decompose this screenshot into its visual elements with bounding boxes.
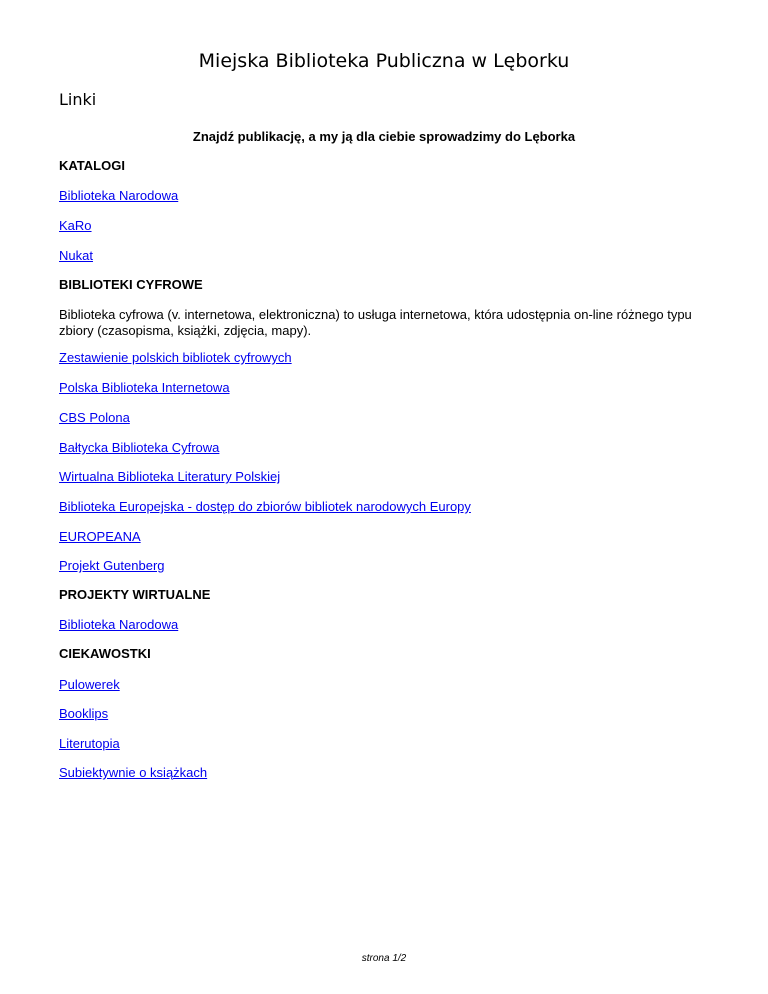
site-title: Miejska Biblioteka Publiczna w Lęborku [198,50,570,72]
link-nukat[interactable]: Nukat [59,248,93,263]
section-heading-projekty-wirtualne: PROJEKTY WIRTUALNE [59,587,211,602]
link-cbs-polona[interactable]: CBS Polona [59,410,130,425]
section-heading-ciekawostki: CIEKAWOSTKI [59,646,151,661]
link-baltycka-biblioteka-cyfrowa[interactable]: Bałtycka Biblioteka Cyfrowa [59,440,220,455]
link-biblioteka-narodowa-katalog[interactable]: Biblioteka Narodowa [59,188,179,203]
link-subiektywnie-o-ksiazkach[interactable]: Subiektywnie o książkach [59,765,208,780]
link-biblioteka-narodowa-projekty[interactable]: Biblioteka Narodowa [59,617,179,632]
link-zestawienie-bibliotek-cyfrowych[interactable]: Zestawienie polskich bibliotek cyfrowych [59,350,292,365]
link-wirtualna-biblioteka-literatury-polskiej[interactable]: Wirtualna Biblioteka Literatury Polskiej [59,469,281,484]
link-literutopia[interactable]: Literutopia [59,736,120,751]
link-biblioteka-europejska[interactable]: Biblioteka Europejska - dostęp do zbiorów bibliotek narodowych Europy [59,499,471,514]
page-heading: Linki [59,90,97,109]
subtitle: Znajdź publikację, a my ją dla ciebie sprowadzimy do Lęborka [192,129,576,144]
section-heading-biblioteki-cyfrowe: BIBLIOTEKI CYFROWE [59,277,203,292]
link-pulowerek[interactable]: Pulowerek [59,677,120,692]
link-karo[interactable]: KaRo [59,218,92,233]
link-europeana[interactable]: EUROPEANA [59,529,141,544]
page-number-footer: strona 1/2 [361,953,407,964]
link-projekt-gutenberg[interactable]: Projekt Gutenberg [59,558,165,573]
section-heading-katalogi: KATALOGI [59,158,125,173]
link-booklips[interactable]: Booklips [59,706,109,721]
biblioteki-cyfrowe-description: Biblioteka cyfrowa (v. internetowa, elektroniczna) to usługa internetowa, która udostępnia on-line różnego typu zbiory (czasopisma, książki, zdjęcia, mapy). [59,307,692,338]
link-polska-biblioteka-internetowa[interactable]: Polska Biblioteka Internetowa [59,380,230,395]
